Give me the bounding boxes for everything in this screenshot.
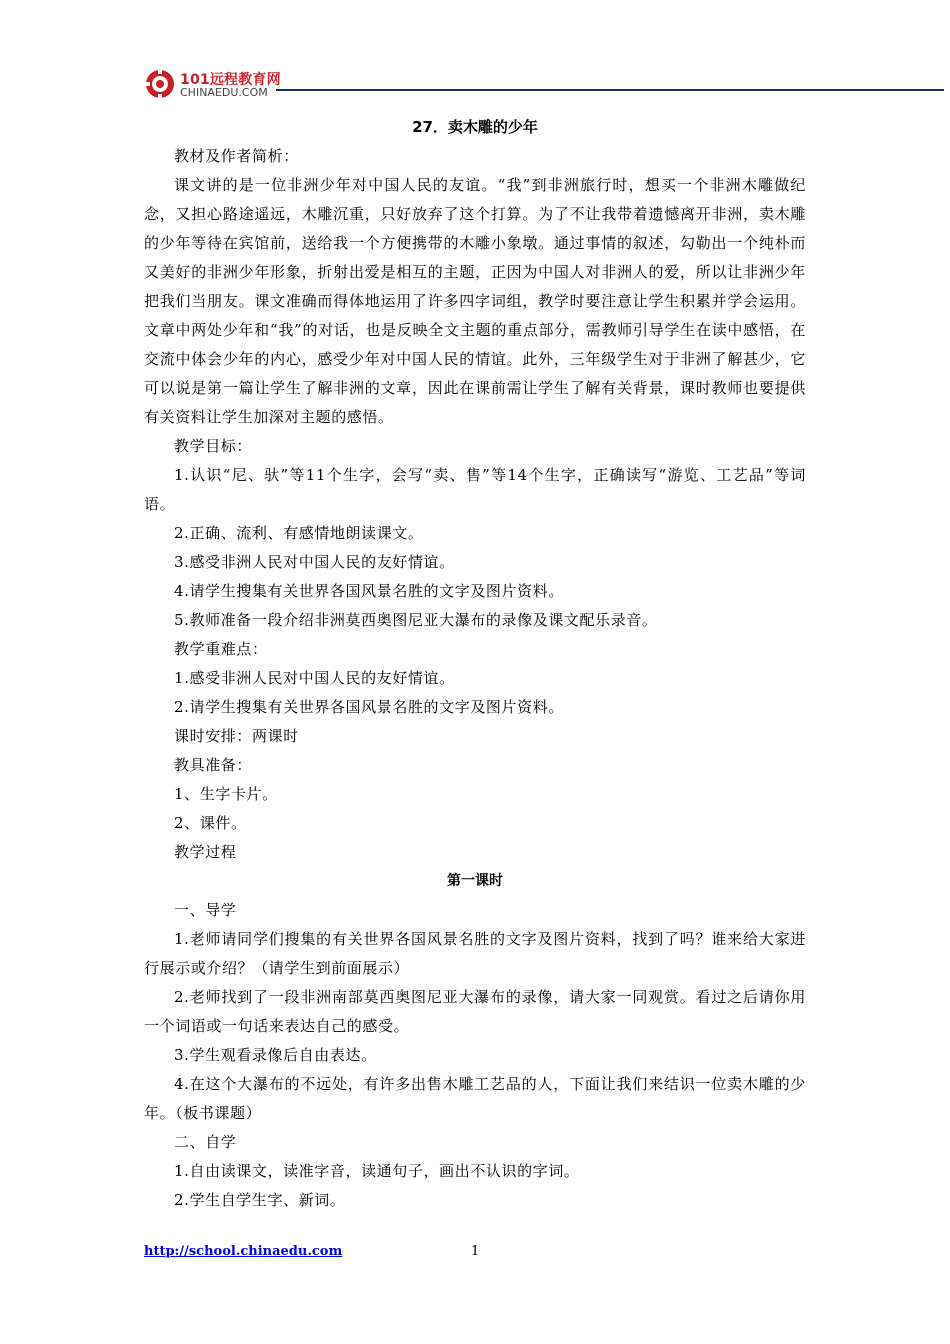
footer-link[interactable]: http://school.chinaedu.com <box>144 1244 343 1259</box>
paragraph: 二、自学 <box>174 1133 237 1151</box>
page-footer <box>144 1244 806 1266</box>
chinaedu-logo-icon <box>144 68 176 100</box>
paragraph: 2.老师找到了一段非洲南部莫西奥图尼亚大瀑布的录像，请大家一同观赏。看过之后请你用一个词语或一句话来表达自己的感受。 <box>144 988 806 1035</box>
document-body <box>144 112 806 1215</box>
paragraph: 2.正确、流利、有感情地朗读课文。 <box>174 524 424 542</box>
paragraph: 一、导学 <box>174 901 237 919</box>
paragraph: 课时安排：两课时 <box>174 727 299 745</box>
paragraph: 教学目标： <box>174 437 253 455</box>
paragraph: 3.感受非洲人民对中国人民的友好情谊。 <box>174 553 455 571</box>
logo-text-main: 101远程教育网 <box>180 72 281 88</box>
document-title: 27．卖木雕的少年 <box>412 118 538 136</box>
paragraph: 课文讲的是一位非洲少年对中国人民的友谊。“我”到非洲旅行时，想买一个非洲木雕做纪念，又担心路途遥远，木雕沉重，只好放弃了这个打算。为了不让我带着遗憾离开非洲，卖木雕的少年等待在宾馆前，送给我一个方便携带的木雕小象墩。通过事情的叙述，勾勒出一个纯朴而又美好的非洲少年形象，折射出爱是相互的主题，正因为中国人对非洲人的爱，所以让非洲少年把我们当朋友。课文准确而得体地运用了许多四字词组，教学时要注意让学生积累并学会运用。文章中两处少年和“我”的对话，也是反映全文主题的重点部分，需教师引导学生在读中感悟，在交流中体会少年的内心，感受少年对中国人民的情谊。此外，三年级学生对于非洲了解甚少，它可以说是第一篇让学生了解非洲的文章，因此在课前需让学生了解有关背景，课时教师也要提供有关资料让学生加深对主题的感悟。 <box>144 176 806 426</box>
paragraph: 1、生字卡片。 <box>174 785 278 803</box>
paragraph: 1.感受非洲人民对中国人民的友好情谊。 <box>174 669 455 687</box>
header-rule <box>276 89 944 91</box>
paragraph: 4.在这个大瀑布的不远处，有许多出售木雕工艺品的人，下面让我们来结识一位卖木雕的少年。（板书课题） <box>144 1075 806 1122</box>
logo-text-sub: CHINAEDU.COM <box>180 86 268 99</box>
paragraph: 教材及作者简析： <box>174 147 299 165</box>
paragraph: 5.教师准备一段介绍非洲莫西奥图尼亚大瀑布的录像及课文配乐录音。 <box>174 611 658 629</box>
paragraph: 教学重难点： <box>174 640 268 658</box>
paragraph: 教学过程 <box>174 843 237 861</box>
page-number: 1 <box>471 1244 480 1259</box>
page-header <box>140 66 806 110</box>
paragraph: 1.老师请同学们搜集的有关世界各国风景名胜的文字及图片资料，找到了吗？谁来给大家进行展示或介绍？（请学生到前面展示） <box>144 930 806 977</box>
paragraph: 4.请学生搜集有关世界各国风景名胜的文字及图片资料。 <box>174 582 564 600</box>
section-heading: 第一课时 <box>447 873 503 889</box>
paragraph: 2.学生自学生字、新词。 <box>174 1191 346 1209</box>
document-sections <box>144 142 806 1215</box>
paragraph: 3.学生观看录像后自由表达。 <box>174 1046 377 1064</box>
paragraph: 2.请学生搜集有关世界各国风景名胜的文字及图片资料。 <box>174 698 564 716</box>
paragraph: 教具准备： <box>174 756 253 774</box>
paragraph: 1.自由读课文，读准字音，读通句子，画出不认识的字词。 <box>174 1162 580 1180</box>
paragraph: 1.认识“尼、驮”等11个生字，会写“卖、售”等14个生字，正确读写“游览、工艺品”等词语。 <box>144 466 806 513</box>
paragraph: 2、课件。 <box>174 814 247 832</box>
